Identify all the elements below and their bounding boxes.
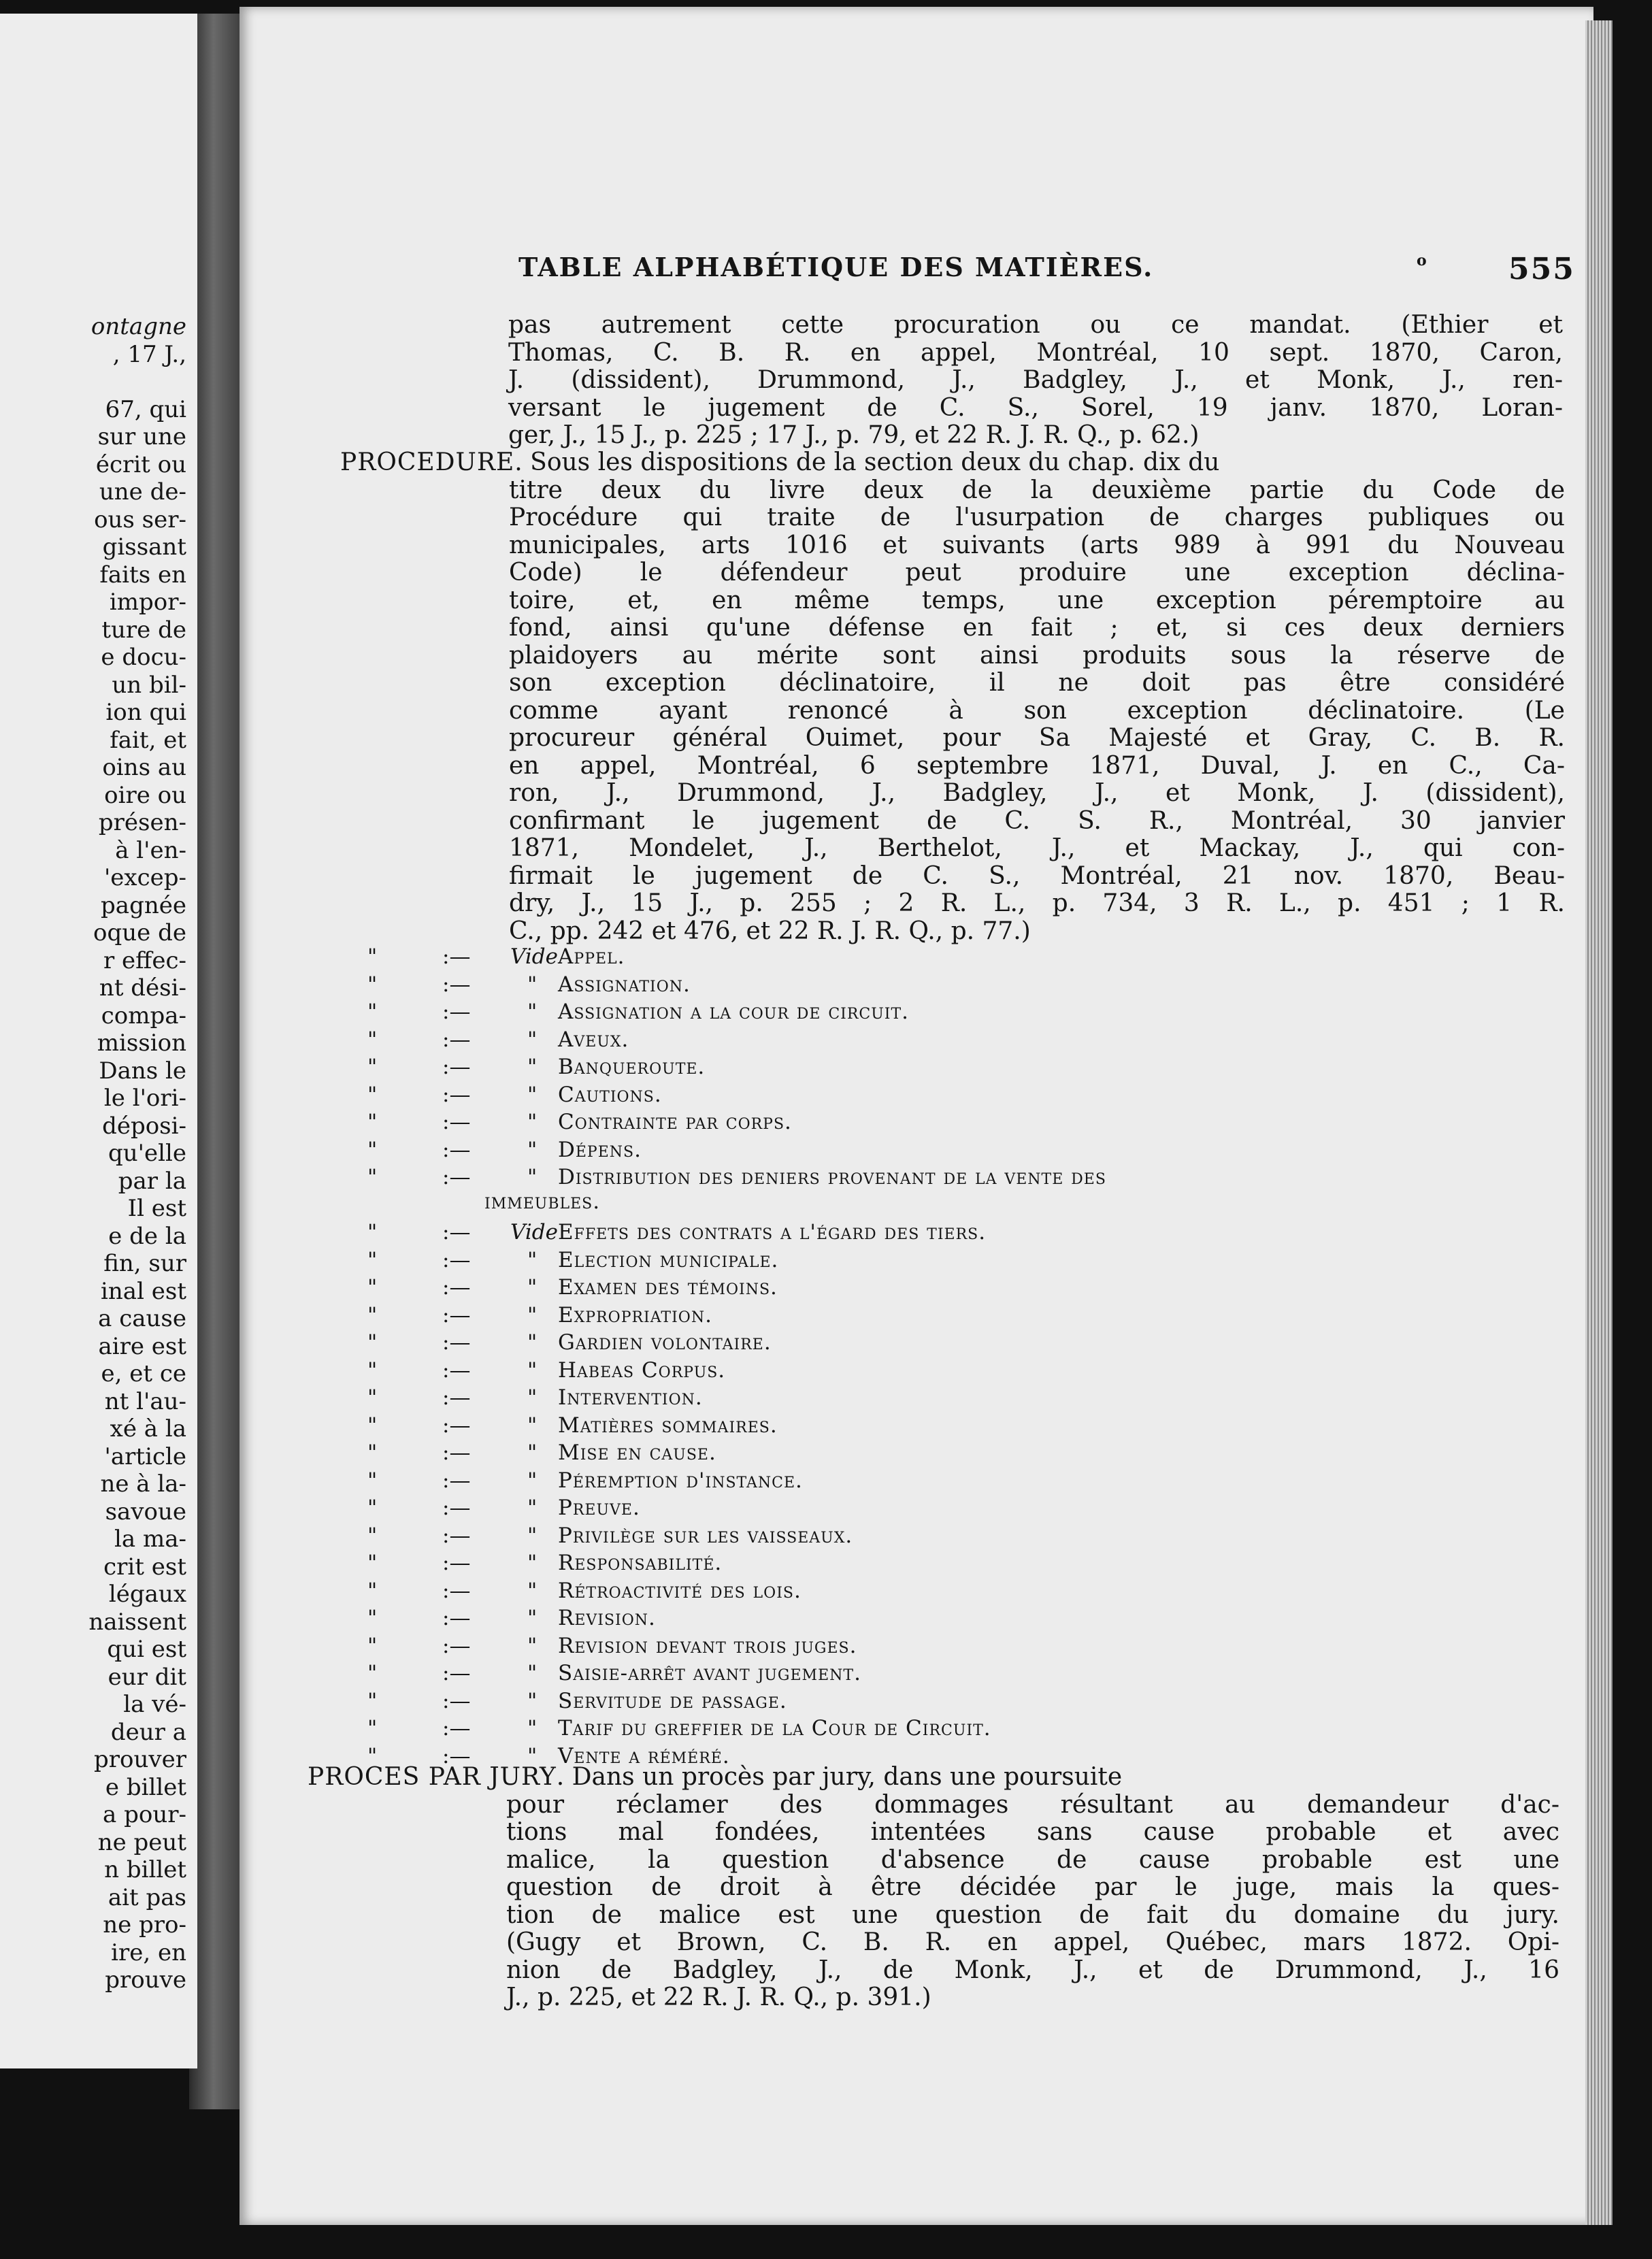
vide-continuation: immeubles. (484, 1189, 601, 1214)
vide-prefix: " (527, 1633, 538, 1658)
vide-prefix: " (527, 1137, 538, 1162)
vide-topic: Aveux. (558, 1027, 629, 1052)
vide-prefix: " (527, 1661, 538, 1685)
procedure-heading: PROCEDURE (340, 448, 515, 476)
procedure-line: Procédure qui traite de l'usurpation de charges publiques ou (509, 504, 1565, 531)
vide-topic: Revision devant trois juges. (558, 1633, 857, 1658)
proces-line: tions mal fondées, intentées sans cause probable et avec (506, 1818, 1559, 1846)
vide-topic: Election municipale. (558, 1247, 779, 1272)
vide-topic: Effets des contrats a l'égard des tiers. (558, 1220, 987, 1244)
left-page-line: , 17 J., (112, 340, 186, 368)
vide-sep: :— (442, 1385, 471, 1410)
vide-prefix: " (527, 1055, 538, 1079)
vide-topic: Tarif du greffier de la Cour de Circuit. (558, 1716, 991, 1741)
page-number: 555 (1508, 252, 1575, 286)
vide-prefix: " (527, 1357, 538, 1383)
vide-topic: Rétroactivité des lois. (558, 1578, 802, 1603)
left-page-line: présen- (98, 809, 186, 836)
proces-line: question de droit à être décidée par le juge, mais la ques- (506, 1873, 1559, 1901)
left-page-line: prouve (105, 1966, 186, 1994)
continuation-line: versant le jugement de C. S., Sorel, 19 janv. 1870, Loran- (508, 393, 1563, 422)
procedure-line: son exception déclinatoire, il ne doit pas être considéré (509, 669, 1565, 697)
vide-quote: " (367, 1413, 378, 1438)
left-page-line: xé à la (110, 1415, 186, 1442)
left-page-line: mission (97, 1029, 186, 1057)
procedure-line: en appel, Montréal, 6 septembre 1871, Duval, J. en C., Ca- (509, 751, 1565, 780)
vide-topic: Preuve. (558, 1496, 640, 1520)
vide-quote: " (367, 1137, 378, 1162)
vide-prefix: " (527, 1302, 538, 1328)
vide-prefix: " (527, 1165, 538, 1189)
left-page-text (88, 313, 186, 1994)
continuation-line: pas autrement cette procuration ou ce mandat. (Ethier et (508, 311, 1563, 339)
vide-sep: :— (442, 1055, 471, 1079)
vide-topic: Mise en cause. (558, 1440, 716, 1465)
vide-quote: " (367, 1357, 378, 1383)
vide-sep: :— (442, 1523, 471, 1548)
vide-sep: :— (442, 1551, 471, 1575)
vide-prefix: " (527, 1578, 538, 1603)
left-page-line: nt l'au- (104, 1387, 186, 1415)
vide-sep: :— (442, 1165, 471, 1189)
left-page-line: nt dési- (99, 974, 186, 1002)
procedure-line: fond, ainsi qu'une défense en fait ; et, si ces deux derniers (509, 614, 1565, 642)
vide-sep: :— (442, 1468, 471, 1493)
vide-topic: Privilège sur les vaisseaux. (558, 1523, 853, 1548)
left-page-line: fin, sur (103, 1250, 186, 1277)
vide-quote: " (367, 1523, 378, 1548)
left-page-line: ion qui (105, 699, 186, 726)
vide-quote: " (367, 1496, 378, 1520)
vide-sep: :— (442, 1110, 471, 1134)
vide-sep: :— (442, 972, 471, 997)
vide-prefix: Vide (510, 1220, 558, 1244)
vide-quote: " (367, 1082, 378, 1107)
left-page-line: 'excep- (103, 864, 186, 891)
continuation-paragraph (508, 312, 1563, 450)
header-title: TABLE ALPHABÉTIQUE DES MATIÈRES. (518, 252, 1154, 282)
left-page-line: pagnée (101, 891, 186, 919)
vide-quote: " (367, 944, 378, 969)
left-page-line: déposi- (102, 1112, 186, 1140)
proces-line: (Gugy et Brown, C. B. R. en appel, Québec, mars 1872. Opi- (506, 1928, 1559, 1956)
vide-sep: :— (442, 1137, 471, 1162)
vide-quote: " (367, 1055, 378, 1079)
vide-sep: :— (442, 1302, 471, 1328)
vide-sep: :— (442, 1275, 471, 1300)
vide-prefix: " (527, 1523, 538, 1548)
left-page-line: n billet (104, 1856, 186, 1883)
vide-prefix: " (527, 1551, 538, 1575)
continuation-line: Thomas, C. B. R. en appel, Montréal, 10 sept. 1870, Caron, (508, 338, 1563, 367)
left-page-line: e billet (105, 1773, 186, 1801)
left-page-line: une de- (99, 478, 186, 506)
book-gutter (189, 14, 244, 2109)
left-page-line: 67, qui (105, 395, 186, 423)
left-page-line: ne peut (97, 1828, 186, 1856)
vide-prefix: " (527, 1688, 538, 1713)
procedure-line: titre deux du livre deux de la deuxième partie du Code de (509, 476, 1565, 504)
vide-topic: Revision. (558, 1606, 656, 1630)
left-page-line: gissant (102, 533, 186, 561)
vide-quote: " (367, 1551, 378, 1575)
vide-topic: Gardien volontaire. (558, 1330, 772, 1355)
proces-line: tion de malice est une question de fait du domaine du jury. (506, 1900, 1559, 1929)
left-page-line: compa- (101, 1002, 186, 1029)
left-page-line: le l'ori- (103, 1085, 186, 1112)
vide-sep: :— (442, 1247, 471, 1272)
vide-quote: " (367, 1440, 378, 1465)
header-mark: o (1417, 252, 1428, 269)
vide-sep: :— (442, 1688, 471, 1713)
left-page-line: écrit ou (95, 450, 186, 478)
procedure-line: 1871, Mondelet, J., Berthelot, J., et Mackay, J., qui con- (509, 834, 1565, 862)
procedure-line: dry, J., 15 J., p. 255 ; 2 R. L., p. 734, 3 R. L., p. 451 ; 1 R. (509, 889, 1565, 917)
vide-topic: Assignation a la cour de circuit. (558, 1000, 910, 1024)
vide-sep: :— (442, 1413, 471, 1438)
left-page-line: qu'elle (108, 1140, 186, 1167)
left-page-line: par la (118, 1167, 186, 1195)
left-page-line: e docu- (101, 644, 186, 671)
procedure-line: toire, et, en même temps, une exception péremptoire au (509, 586, 1565, 614)
vide-topic: Appel. (558, 944, 625, 969)
vide-prefix: " (527, 972, 538, 997)
left-page-line: ire, en (111, 1939, 186, 1966)
proces-line (308, 1764, 1559, 1792)
procedure-line: ron, J., Drummond, J., Badgley, J., et Monk, J. (dissident), (509, 779, 1565, 807)
proces-heading: PROCES PAR JURY (308, 1763, 557, 1791)
vide-sep: :— (442, 1578, 471, 1603)
vide-topic: Matières sommaires. (558, 1413, 778, 1438)
left-page-line: oire ou (104, 781, 186, 809)
vide-quote: " (367, 1743, 378, 1768)
vide-prefix: " (527, 1743, 538, 1768)
vide-prefix: " (527, 1275, 538, 1300)
continuation-line: J. (dissident), Drummond, J., Badgley, J., et Monk, J., ren- (508, 366, 1563, 394)
vide-sep: :— (442, 1440, 471, 1465)
page-edges (1585, 20, 1613, 2225)
vide-quote: " (367, 1220, 378, 1244)
left-page-line (88, 368, 186, 396)
vide-topic: Intervention. (558, 1385, 703, 1410)
vide-prefix: " (527, 1413, 538, 1438)
vide-topic: Saisie-arrêt avant jugement. (558, 1661, 861, 1685)
procedure-line: firmait le jugement de C. S., Montréal, 21 nov. 1870, Beau- (509, 861, 1565, 890)
vide-topic: Dépens. (558, 1137, 642, 1162)
vide-quote: " (367, 1661, 378, 1685)
vide-topic: Banqueroute. (558, 1055, 706, 1079)
procedure-line: comme ayant renoncé à son exception déclinatoire. (Le (509, 696, 1565, 725)
vide-prefix: " (527, 1000, 538, 1024)
vide-topic: Cautions. (558, 1082, 662, 1107)
left-page-line: ture de (101, 616, 186, 644)
vide-prefix: " (527, 1716, 538, 1741)
vide-topic: Distribution des deniers provenant de la vente des (558, 1165, 1106, 1189)
vide-sep: :— (442, 1082, 471, 1107)
left-page-line: qui est (107, 1636, 186, 1663)
left-page-line: a cause (98, 1305, 186, 1332)
left-page-line: ne pro- (103, 1911, 186, 1939)
vide-prefix: " (527, 1385, 538, 1410)
vide-sep: :— (442, 1661, 471, 1685)
vide-prefix: " (527, 1440, 538, 1465)
vide-prefix: " (527, 1110, 538, 1134)
left-page (0, 14, 197, 2068)
vide-topic: Péremption d'instance. (558, 1468, 803, 1493)
left-page-line: inal est (101, 1277, 186, 1305)
left-page-line: un bil- (112, 671, 186, 699)
procedure-line: C., pp. 242 et 476, et 22 R. J. R. Q., p. 77.) (509, 917, 1031, 945)
vide-sep: :— (442, 944, 471, 969)
vide-quote: " (367, 1275, 378, 1300)
left-page-line: naissent (88, 1608, 186, 1636)
left-page-line: crit est (103, 1553, 186, 1581)
left-page-line: e de la (108, 1222, 186, 1250)
vide-sep: :— (442, 1220, 471, 1244)
vide-quote: " (367, 1468, 378, 1493)
left-page-line: à l'en- (115, 836, 186, 864)
vide-prefix: " (527, 1606, 538, 1630)
vide-prefix: " (527, 1027, 538, 1052)
vide-quote: " (367, 1110, 378, 1134)
proces-line: malice, la question d'absence de cause probable est une (506, 1845, 1559, 1874)
left-page-line: aire est (98, 1332, 186, 1360)
left-page-line: la ma- (114, 1526, 186, 1553)
left-page-line: ous ser- (94, 506, 186, 533)
vide-quote: " (367, 1578, 378, 1603)
vide-sep: :— (442, 1743, 471, 1768)
vide-prefix: " (527, 1496, 538, 1520)
procedure-line: plaidoyers au mérite sont ainsi produits sous la réserve de (509, 641, 1565, 670)
left-page-line: e, et ce (101, 1360, 186, 1387)
proces-line: nion de Badgley, J., de Monk, J., et de Drummond, J., 16 (506, 1956, 1559, 1984)
vide-sep: :— (442, 1357, 471, 1383)
vide-topic: Servitude de passage. (558, 1688, 787, 1713)
procedure-line: Code) le défendeur peut produire une exception déclina- (509, 559, 1565, 587)
left-page-line: oque de (93, 919, 186, 946)
continuation-line: ger, J., 15 J., p. 225 ; 17 J., p. 79, et 22 R. J. R. Q., p. 62.) (508, 421, 1200, 449)
vide-sep: :— (442, 1027, 471, 1052)
left-page-line: oins au (102, 754, 186, 781)
left-page-line: sur une (97, 423, 186, 450)
left-page-line: eur dit (108, 1663, 186, 1691)
left-page-line: Dans le (99, 1057, 186, 1085)
left-page-line: impor- (109, 589, 186, 616)
vide-topic: Expropriation. (558, 1302, 712, 1328)
vide-sep: :— (442, 1633, 471, 1658)
vide-quote: " (367, 1716, 378, 1741)
left-page-line: légaux (108, 1581, 186, 1608)
left-page-line: prouver (94, 1746, 186, 1773)
left-page-line: a pour- (103, 1801, 186, 1828)
left-page-line: savoue (105, 1498, 186, 1526)
proces-line-text: . Dans un procès par jury, dans une poursuite (556, 1763, 1123, 1791)
procedure-line-text: . Sous les dispositions de la section deux du chap. dix du (514, 448, 1220, 476)
vide-sep: :— (442, 1716, 471, 1741)
vide-prefix: " (527, 1330, 538, 1355)
left-page-line: ait pas (108, 1883, 186, 1911)
procedure-line: confirmant le jugement de C. S. R., Montréal, 30 janvier (509, 806, 1565, 835)
left-page-line: deur a (110, 1718, 186, 1746)
left-page-line: Il est (127, 1195, 186, 1222)
vide-quote: " (367, 1027, 378, 1052)
left-page-line: r effec- (103, 946, 186, 974)
vide-topic: Assignation. (558, 972, 691, 997)
vide-prefix: " (527, 1468, 538, 1493)
vide-topic: Responsabilité. (558, 1551, 723, 1575)
vide-sep: :— (442, 1330, 471, 1355)
procedure-line: procureur général Ouimet, pour Sa Majesté et Gray, C. B. R. (509, 724, 1565, 752)
proces-par-jury-entry (308, 1764, 1559, 2012)
vide-sep: :— (442, 1000, 471, 1024)
procedure-line (340, 449, 1565, 477)
vide-topic: Habeas Corpus. (558, 1357, 726, 1383)
proces-line: pour réclamer des dommages résultant au demandeur d'ac- (506, 1790, 1559, 1819)
vide-topic: Contrainte par corps. (558, 1110, 792, 1134)
vide-quote: " (367, 1247, 378, 1272)
vide-quote: " (367, 1000, 378, 1024)
vide-quote: " (367, 1606, 378, 1630)
vide-prefix: " (527, 1082, 538, 1107)
vide-quote: " (367, 1165, 378, 1189)
vide-quote: " (367, 1633, 378, 1658)
right-page (239, 7, 1593, 2225)
proces-line: J., p. 225, et 22 R. J. R. Q., p. 391.) (506, 1983, 931, 2011)
left-page-line: ontagne (90, 313, 186, 340)
vide-sep: :— (442, 1606, 471, 1630)
left-page-line: fait, et (110, 726, 186, 754)
procedure-line: municipales, arts 1016 et suivants (arts 989 à 991 du Nouveau (509, 531, 1565, 559)
vide-quote: " (367, 1330, 378, 1355)
left-page-line: ne à la- (100, 1470, 186, 1498)
vide-quote: " (367, 1385, 378, 1410)
left-page-line: faits en (99, 561, 186, 589)
vide-quote: " (367, 1302, 378, 1328)
vide-topic: Examen des témoins. (558, 1275, 778, 1300)
procedure-entry (340, 449, 1565, 945)
vide-topic: Vente a réméré. (558, 1743, 730, 1768)
vide-quote: " (367, 972, 378, 997)
vide-quote: " (367, 1688, 378, 1713)
left-page-line: la vé- (123, 1691, 186, 1718)
vide-prefix: Vide (510, 944, 558, 969)
left-page-line: 'article (104, 1442, 186, 1470)
vide-sep: :— (442, 1496, 471, 1520)
vide-prefix: " (527, 1247, 538, 1272)
